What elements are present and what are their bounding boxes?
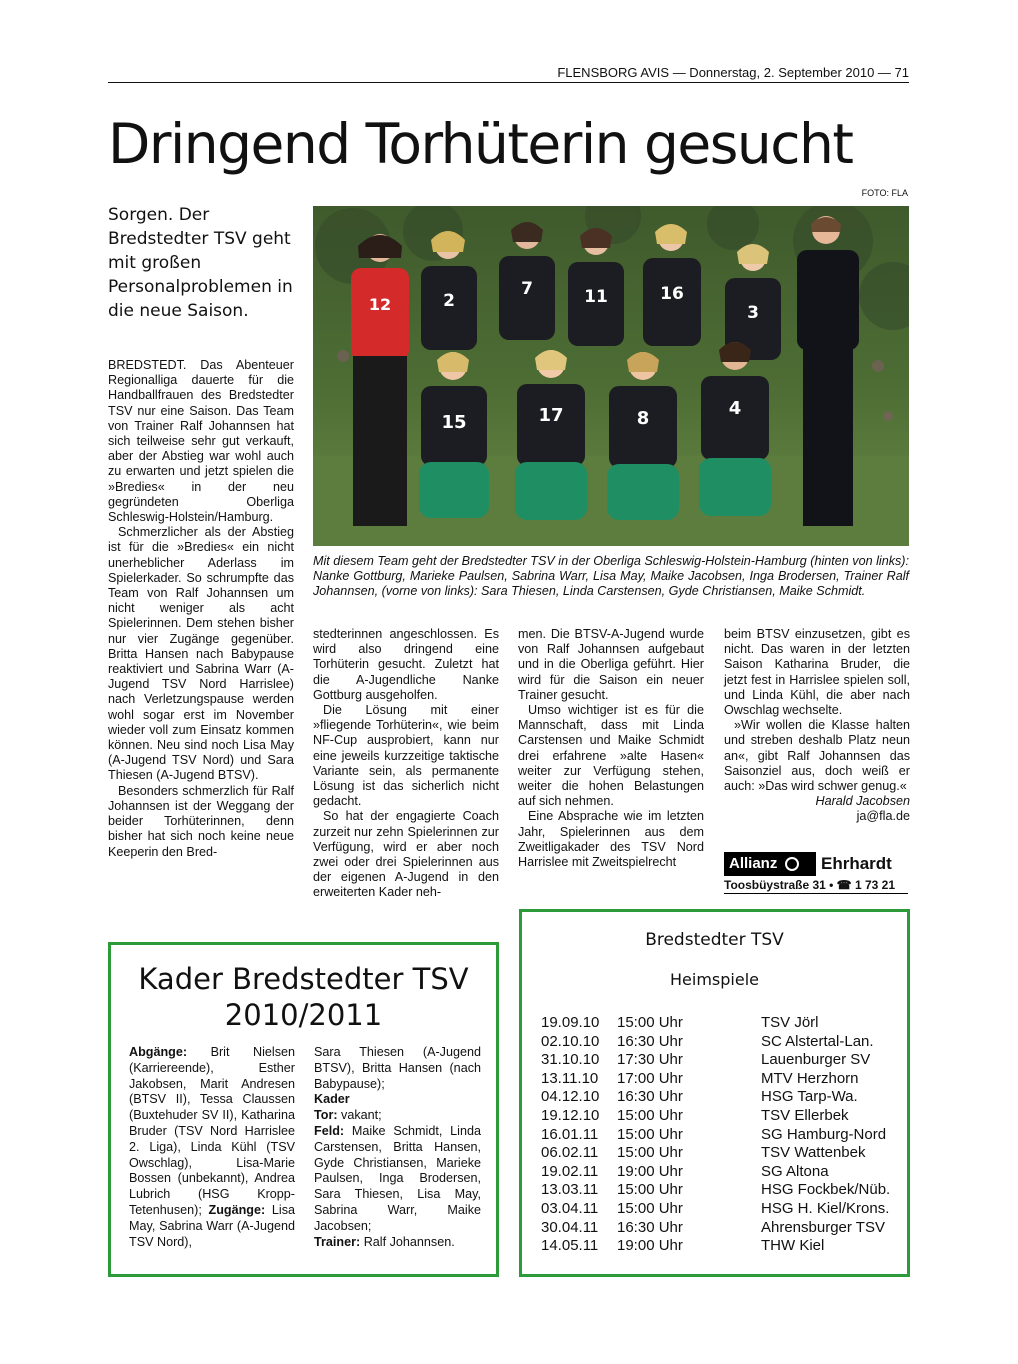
match-opponent: TSV Wattenbek xyxy=(761,1144,866,1162)
match-time: 15:00 Uhr xyxy=(617,1144,683,1162)
match-time: 15:00 Uhr xyxy=(617,1125,683,1143)
jersey-number: 17 xyxy=(538,405,564,426)
allianz-eagle-icon xyxy=(785,857,799,871)
article-paragraph: So hat der engagierte Coach zurzeit nur zehn Spielerinnen zur Verfügung, wird er aber noch zwei oder drei Spielerinnen aus der eigenen A-Jugend in den erweiterten Kader neh- xyxy=(313,809,499,900)
table-row xyxy=(541,1107,890,1126)
match-time: 15:00 Uhr xyxy=(617,1181,683,1199)
match-date: 19.02.11 xyxy=(541,1162,599,1180)
jersey-number: 4 xyxy=(728,398,742,419)
match-date: 19.09.10 xyxy=(541,1014,600,1031)
article-column-4 xyxy=(724,627,910,825)
table-row xyxy=(541,1200,890,1219)
sponsor-brand: Allianz xyxy=(729,855,778,872)
kader-column-1 xyxy=(129,1045,295,1250)
sponsor-logo xyxy=(724,852,816,876)
article-column-3 xyxy=(518,627,704,870)
article-column-1 xyxy=(108,358,294,860)
match-time: 16:30 Uhr xyxy=(617,1032,683,1050)
author-email: ja@fla.de xyxy=(856,809,910,824)
match-time: 19:00 Uhr xyxy=(617,1237,683,1255)
match-date: 04.12.10 xyxy=(541,1088,600,1106)
match-time: 17:00 Uhr xyxy=(617,1069,683,1087)
table-row xyxy=(541,1237,890,1256)
heimspiele-table xyxy=(541,1014,890,1256)
sponsor-address: Toosbüystraße 31 • ☎ 1 73 21 xyxy=(724,878,908,894)
heimspiele-subtitle: Heimspiele xyxy=(670,970,759,989)
match-date: 13.11.10 xyxy=(541,1069,599,1087)
kader-text: Lisa May, Sabrina Warr (A-Jugend TSV Nord), xyxy=(129,1202,296,1249)
author-signature: Harald Jacobsen xyxy=(815,794,910,809)
jersey-number: 15 xyxy=(441,412,467,433)
photo-credit: FOTO: FLA xyxy=(861,188,908,198)
team-photo xyxy=(313,206,909,546)
match-opponent: HSG H. Kiel/Krons. xyxy=(761,1199,890,1217)
lead-text: Sorgen. Der Bredstedter TSV geht mit großen Personalproblemen in die neue Saison. xyxy=(108,205,293,321)
table-row xyxy=(541,1033,890,1052)
article-column-2 xyxy=(313,627,499,901)
article-paragraph: beim BTSV einzusetzen, gibt es nicht. Das waren in der letzten Saison Katharina Bruder, die jetzt fest in Harrislee spielen soll, und Linda Kühl, die aber nach Owschlag wechselte. xyxy=(724,627,910,718)
table-row xyxy=(541,1219,890,1238)
jersey-number: 3 xyxy=(747,303,759,323)
match-opponent: Ahrensburger TSV xyxy=(761,1218,885,1236)
match-opponent: HSG Tarp-Wa. xyxy=(761,1088,858,1106)
match-opponent: TSV Ellerbek xyxy=(761,1106,849,1124)
jersey-number: 2 xyxy=(443,291,455,311)
jersey-number: 11 xyxy=(584,287,608,307)
match-time: 16:30 Uhr xyxy=(617,1088,683,1106)
kader-title-line: 2010/2011 xyxy=(224,998,383,1032)
match-time: 17:30 Uhr xyxy=(617,1051,683,1069)
match-date: 16.01.11 xyxy=(541,1125,599,1143)
match-time: 15:00 Uhr xyxy=(617,1106,683,1124)
kader-text: Maike Schmidt, Linda Carstensen, Britta Hansen, Gyde Christiansen, Marieke Paulsen, Inga Brodersen, Sara Thiesen, Lisa May, Sabrina Warr, Maike Jacobsen; xyxy=(314,1123,481,1233)
article-paragraph: Schmerzlicher als der Abstieg ist für die »Bredies« ein nicht unerheblicher Aderlass im Spielerkader. So schrumpfte das Team von Ralf Johannsen um nicht weniger als acht Spielerinnen. Dem stehen bisher nur vier Zugänge gegenüber. Britta Hansen nach Babypause reaktiviert und Sabrina Warr (A-Jugend TSV Nord Harrislee) nach Verletzungspause werden wohl sogar erst im November wieder voll zum Einsatz kommen können. Neu sind noch Lisa May (A-Jugend TSV Nord) und Sara Thiesen (A-Jugend BTSV). xyxy=(108,525,294,783)
table-row xyxy=(541,1126,890,1145)
table-row xyxy=(541,1070,890,1089)
kader-text: Ralf Johannsen. xyxy=(360,1234,455,1249)
jersey-number: 16 xyxy=(660,284,684,304)
match-date: 14.05.11 xyxy=(541,1237,599,1255)
match-date: 06.02.11 xyxy=(541,1144,599,1162)
table-row xyxy=(541,1181,890,1200)
heimspiele-box xyxy=(519,909,910,1277)
kader-label: Abgänge: xyxy=(129,1045,188,1059)
match-time: 15:00 Uhr xyxy=(617,1199,683,1217)
match-opponent: SG Hamburg-Nord xyxy=(761,1125,887,1143)
sponsor-ad xyxy=(724,852,908,894)
kader-label: Trainer: xyxy=(314,1234,361,1249)
kader-label: Feld: xyxy=(314,1123,345,1138)
article-paragraph: BREDSTEDT. Das Abenteuer Regionalliga dauerte für die Handballfrauen des Bredstedter TSV nur eine Saison. Das Team von Trainer Ralf Johannsen hat sich teilweise sehr gut verkauft, aber der Abstieg war wohl auch zu erwarten und jetzt spielen die »Bredies« in der neu gegründeten Oberliga Schleswig-Holstein/Hamburg. xyxy=(108,358,294,525)
match-opponent: SG Altona xyxy=(761,1162,829,1180)
kader-title-line: Kader Bredstedter TSV xyxy=(138,962,469,996)
article-paragraph: Umso wichtiger ist es für die Mannschaft, dass mit Linda Carstensen und Maike Schmidt drei erfahrene »alte Hasen« weiter zur Verfügung stehen, weiter die hohen Belastungen auf sich nehmen. xyxy=(518,703,704,809)
page-header: FLENSBORG AVIS — Donnerstag, 2. September 2010 — 71 xyxy=(108,64,909,83)
kader-box xyxy=(108,942,499,1277)
match-opponent: HSG Fockbek/Nüb. xyxy=(761,1181,891,1199)
jersey-number: 12 xyxy=(368,295,392,314)
kader-text: Sara Thiesen (A-Jugend BTSV), Britta Hansen (nach Babypause); xyxy=(314,1045,481,1091)
kader-title xyxy=(111,961,496,1033)
match-date: 31.10.10 xyxy=(541,1051,600,1069)
article-paragraph: »Wir wollen die Klasse halten und streben deshalb Platz neun an«, gibt Ralf Johannsen das Saisonziel aus, doch weiß er auch: »Das wird schwer genug.« xyxy=(724,718,910,794)
kader-text: Brit Nielsen (Karriereende), Esther Jakobsen, Marit Andresen (BTSV II), Tessa Claussen (Buxtehuder SV II), Katharina Bruder (TSV Nord Harrislee 2. Liga), Linda Kühl (TSV Owschlag), Lisa-Marie Bossen (unbekannt), Andrea Lubrich (HSG Kropp-Tetenhusen); xyxy=(129,1045,295,1217)
headline: Dringend Torhüterin gesucht xyxy=(108,112,853,176)
match-time: 15:00 Uhr xyxy=(617,1014,683,1031)
match-opponent: Lauenburger SV xyxy=(761,1051,871,1069)
sponsor-name: Ehrhardt xyxy=(821,854,892,873)
article-paragraph: Eine Absprache wie im letzten Jahr, Spielerinnen aus dem Zweitligakader des TSV Nord Harrislee mit Zweitspielrecht xyxy=(518,809,704,870)
match-opponent: TSV Jörl xyxy=(761,1014,819,1031)
match-date: 03.04.11 xyxy=(541,1199,599,1217)
jersey-number: 8 xyxy=(636,408,650,429)
article-paragraph: Die Lösung mit einer »fliegende Torhüterin«, wie beim NF-Cup ausprobiert, kann nur eine jeweils kurzzeitige taktische Variante sein, als permanente Lösung ist das sicherlich nicht gedacht. xyxy=(313,703,499,809)
match-time: 19:00 Uhr xyxy=(617,1162,683,1180)
jersey-number: 7 xyxy=(521,279,533,299)
kader-label: Tor: xyxy=(314,1108,338,1123)
match-opponent: MTV Herzhorn xyxy=(761,1069,859,1087)
table-row xyxy=(541,1014,890,1033)
match-date: 19.12.10 xyxy=(541,1106,600,1124)
heimspiele-title: Bredstedter TSV xyxy=(645,930,784,950)
match-date: 30.04.11 xyxy=(541,1218,599,1236)
match-opponent: THW Kiel xyxy=(761,1237,825,1255)
match-date: 02.10.10 xyxy=(541,1032,600,1050)
article-paragraph: stedterinnen angeschlossen. Es wird also dringend eine Torhüterin gesucht. Zuletzt hat die A-Jugendliche Nanke Gottburg ausgeholfen. xyxy=(313,627,499,702)
match-time: 16:30 Uhr xyxy=(617,1218,683,1236)
article-paragraph: men. Die BTSV-A-Jugend wurde von Ralf Johannsen aufgebaut und in die Oberliga geführt. Hier wird für die Saison ein neuer Trainer gesucht. xyxy=(518,627,704,702)
kader-text: vakant; xyxy=(337,1108,382,1123)
kader-label: Kader xyxy=(314,1092,350,1107)
table-row xyxy=(541,1088,890,1107)
photo-caption: Mit diesem Team geht der Bredstedter TSV in der Oberliga Schleswig-Holstein-Hamburg (hinten von links): Nanke Gottburg, Marieke Paulsen, Sabrina Warr, Lisa May, Maike Jacobsen, Inga Brodersen, Trainer Ralf Johannsen, (vorne von links): Sara Thiesen, Linda Carstensen, Gyde Christiansen, Maike Schmidt. xyxy=(313,554,909,599)
article-paragraph: Besonders schmerzlich für Ralf Johannsen ist der Weggang der beider Torhüterinnen, denn bisher hat sich noch keine neue Keeperin den Bred- xyxy=(108,783,294,859)
kader-column-2 xyxy=(314,1045,481,1250)
match-opponent: SC Alstertal-Lan. xyxy=(761,1032,874,1050)
table-row xyxy=(541,1051,890,1070)
table-row xyxy=(541,1144,890,1163)
team-photo-illustration xyxy=(313,206,909,546)
match-date: 13.03.11 xyxy=(541,1181,599,1199)
table-row xyxy=(541,1163,890,1182)
kader-label: Zugänge: xyxy=(208,1202,266,1217)
